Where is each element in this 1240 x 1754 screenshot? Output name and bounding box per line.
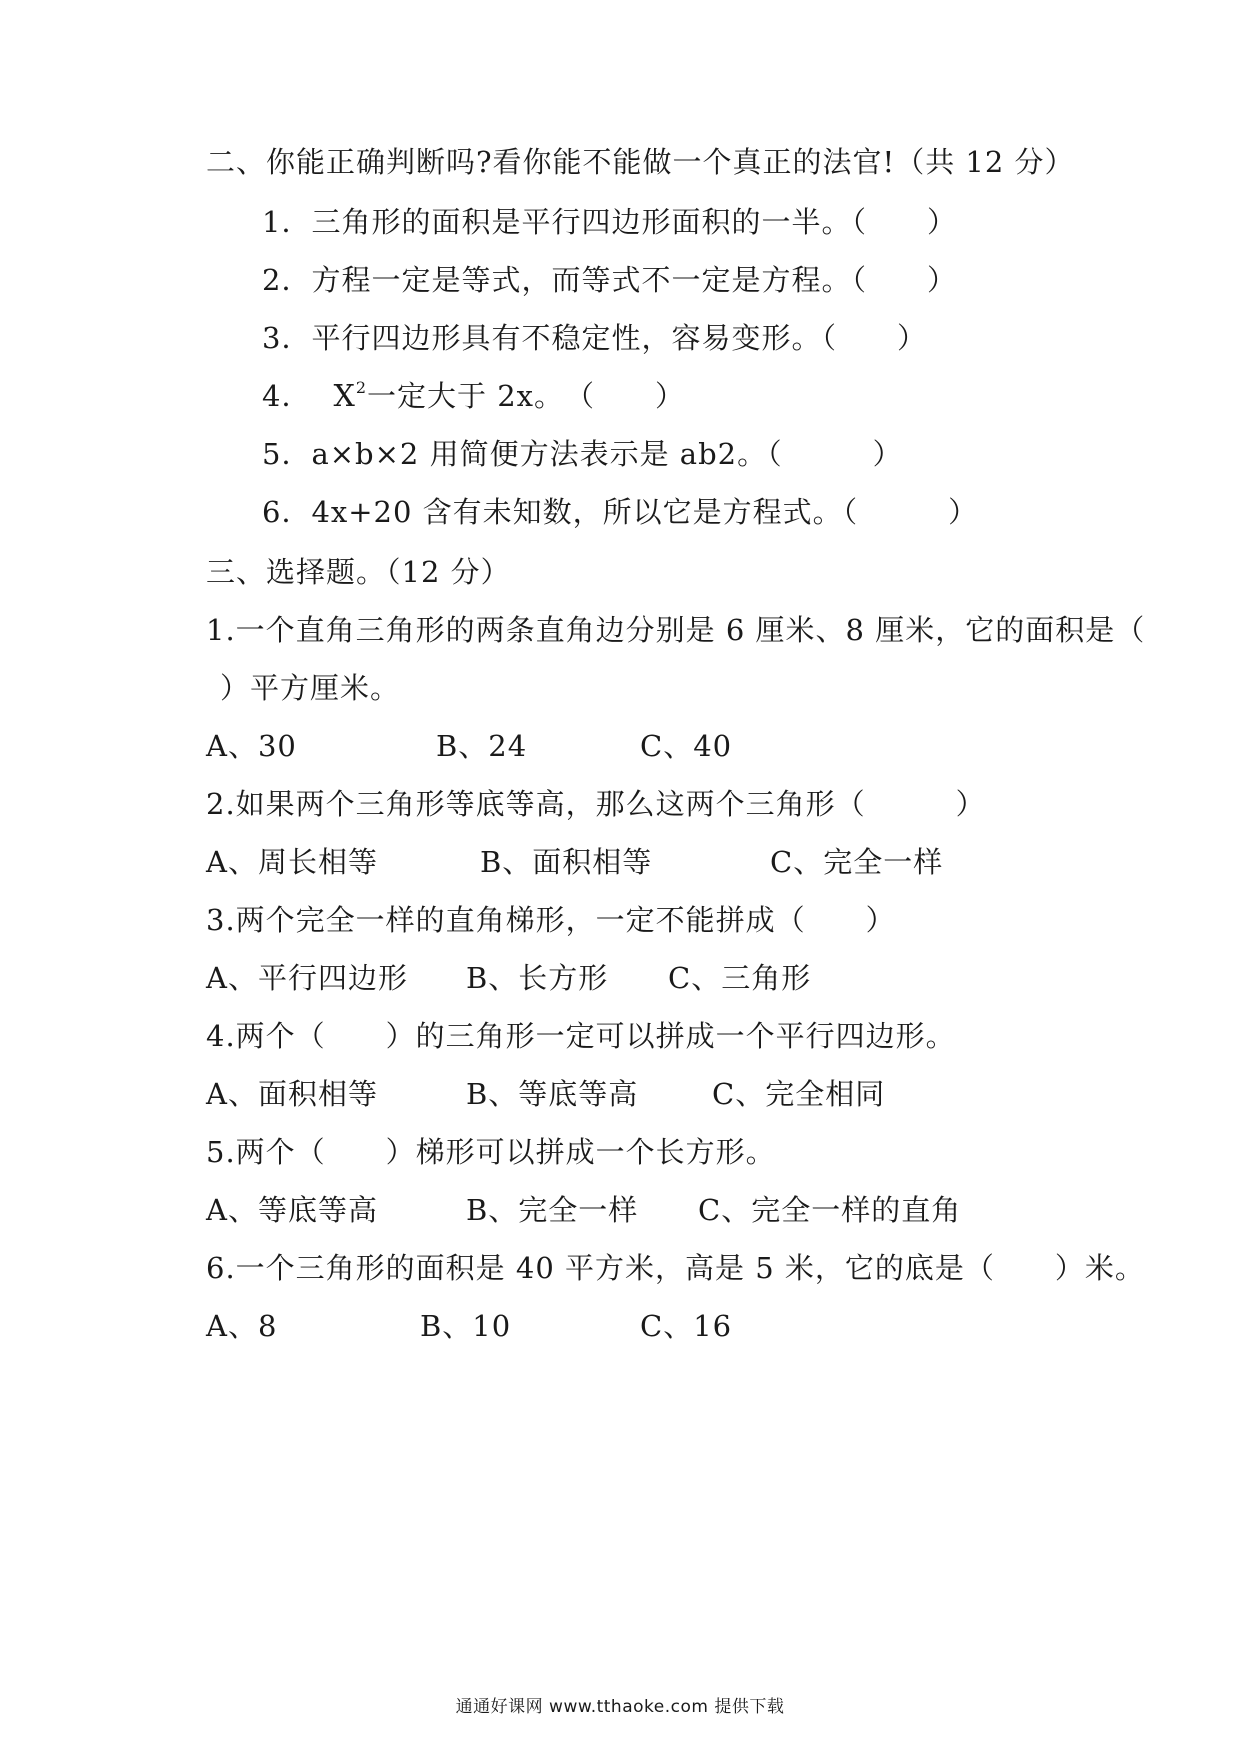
- option-c: C、完全相同: [712, 1077, 886, 1111]
- judge-item-4-exponent: 2: [355, 378, 367, 398]
- option-b: B、面积相等: [480, 845, 653, 879]
- option-a: A、30: [206, 729, 297, 763]
- option-a: A、面积相等: [206, 1077, 378, 1111]
- choice-q1-line2: ）平方厘米。: [220, 671, 401, 705]
- option-b: B、长方形: [466, 961, 609, 995]
- option-a: A、周长相等: [206, 845, 378, 879]
- judge-item-6: 6．4x+20 含有未知数，所以它是方程式。（ ）: [262, 495, 979, 529]
- option-c: C、完全一样的直角: [698, 1193, 962, 1227]
- option-c: C、40: [640, 729, 733, 763]
- judge-item-3: 3．平行四边形具有不稳定性，容易变形。（ ）: [262, 321, 927, 355]
- option-c: C、16: [640, 1309, 733, 1343]
- option-a: A、平行四边形: [206, 961, 408, 995]
- choice-q3: 3.两个完全一样的直角梯形，一定不能拼成（ ）: [206, 903, 896, 937]
- choice-q2: 2.如果两个三角形等底等高，那么这两个三角形（ ）: [206, 787, 986, 821]
- judge-item-2: 2．方程一定是等式，而等式不一定是方程。（ ）: [262, 263, 957, 297]
- section3-heading: 三、选择题。（12 分）: [206, 555, 511, 589]
- choice-q4: 4.两个（ ）的三角形一定可以拼成一个平行四边形。: [206, 1019, 956, 1053]
- judge-item-1: 1．三角形的面积是平行四边形面积的一半。（ ）: [262, 205, 957, 239]
- option-a: A、8: [206, 1309, 278, 1343]
- option-b: B、等底等高: [466, 1077, 639, 1111]
- judge-item-5: 5．a×b×2 用简便方法表示是 ab2。（ ）: [262, 437, 903, 471]
- judge-item-4: [262, 376, 685, 417]
- choice-q4-options: [0, 1074, 1240, 1114]
- option-a: A、等底等高: [206, 1193, 378, 1227]
- option-b: B、10: [420, 1309, 512, 1343]
- section2-heading: 二、你能正确判断吗?看你能不能做一个真正的法官!（共 12 分）: [206, 145, 1075, 179]
- option-b: B、完全一样: [466, 1193, 639, 1227]
- choice-q5: 5.两个（ ）梯形可以拼成一个长方形。: [206, 1135, 776, 1169]
- judge-item-4-rest: 一定大于 2x。 （ ）: [367, 379, 686, 413]
- option-b: B、24: [436, 729, 528, 763]
- choice-q3-options: [0, 958, 1240, 998]
- judge-item-4-variable: X: [333, 379, 356, 414]
- option-c: C、完全一样: [770, 845, 944, 879]
- choice-q6-options: [0, 1306, 1240, 1346]
- choice-q1-line1: 1.一个直角三角形的两条直角边分别是 6 厘米、8 厘米，它的面积是（: [206, 613, 1146, 647]
- judge-item-4-number: 4．: [262, 379, 312, 413]
- choice-q5-options: [0, 1190, 1240, 1230]
- page-footer: 通通好课网 www.tthaoke.com 提供下载: [455, 1697, 785, 1717]
- choice-q6: 6.一个三角形的面积是 40 平方米，高是 5 米，它的底是（ ）米。: [206, 1251, 1145, 1285]
- choice-q1-options: [0, 726, 1240, 766]
- option-c: C、三角形: [668, 961, 812, 995]
- choice-q2-options: [0, 842, 1240, 882]
